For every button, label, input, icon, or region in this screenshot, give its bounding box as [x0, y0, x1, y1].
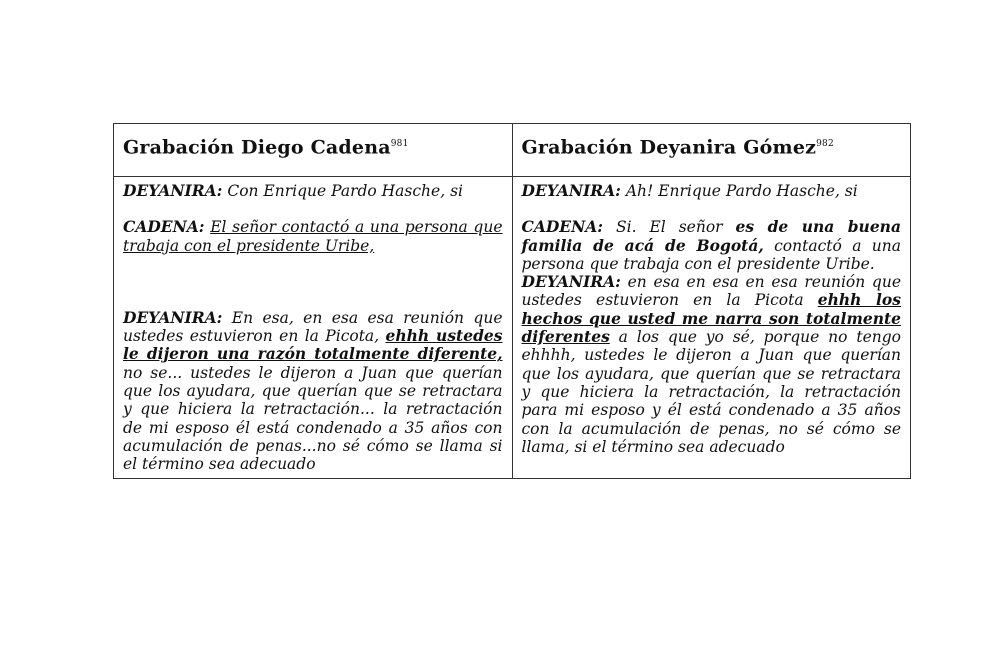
header-cell-right	[512, 124, 911, 177]
right-paragraph-3	[522, 273, 902, 456]
dialogue-text: Con Enrique Pardo Hasche, si	[222, 182, 463, 200]
dialogue-text: En esa, en esa esa reunión que ustedes estuvieron en la Picota,	[123, 308, 503, 346]
header-title-right	[522, 124, 902, 158]
bold-text: es de una buena familia de acá de Bogotá,	[521, 217, 901, 255]
speaker-label: CADENA:	[123, 217, 205, 237]
speaker-label: DEYANIRA:	[521, 272, 621, 292]
dialogue-text: Ah! Enrique Pardo Hasche, si	[620, 182, 858, 200]
header-title-left	[123, 124, 503, 158]
dialogue-text: no se... ustedes le dijeron a Juan que querían que los ayudara, que querían que se retractara y que hiciera la retractación... la retractación de mi esposo él está condenado a 35 años con acumulación de penas...no sé cómo se llama si el término sea adecuado	[123, 363, 503, 474]
dialogue-text: a los que yo sé, porque no tengo ehhhh, ustedes le dijeron a Juan que querían que los ayudara, que querían que se retractara y que hiciera la retractación, la retractación para mi esposo y él está condenado a 35 años con la acumulación de penas, no sé cómo se llama, si el término sea adecuado	[521, 328, 901, 456]
dialogue-text: contactó a una persona que trabaja con el presidente Uribe.	[521, 236, 901, 273]
speaker-label: DEYANIRA:	[123, 181, 223, 200]
bold-underlined-text: ehhh ustedes le dijeron una razón totalmente diferente,	[123, 326, 503, 364]
left-paragraph-3	[123, 309, 503, 474]
left-paragraph-1	[123, 182, 503, 200]
header-cell-left	[114, 124, 513, 177]
table-header-row	[114, 124, 911, 177]
speaker-label: CADENA:	[521, 217, 604, 237]
body-cell-left	[114, 177, 513, 479]
underlined-text: El señor contactó a una persona que trabaja con el presidente Uribe,	[123, 218, 503, 255]
bold-underlined-text: ehhh los hechos que usted me narra son totalmente diferentes	[521, 290, 901, 347]
dialogue-text: Si. El señor	[603, 218, 736, 237]
right-paragraph-1	[522, 182, 902, 200]
left-paragraph-2	[123, 218, 503, 255]
transcript-comparison-table	[113, 123, 911, 479]
dialogue-text: en esa en esa en esa reunión que ustedes estuvieron en la Picota	[521, 273, 901, 310]
footnote-ref-982: 982	[816, 139, 834, 149]
body-cell-right	[512, 177, 911, 479]
header-title-right-text: Grabación Deyanira Gómez	[521, 136, 817, 159]
footnote-ref-981: 981	[390, 139, 409, 149]
right-paragraph-2	[522, 218, 902, 273]
speaker-label: DEYANIRA:	[521, 181, 621, 200]
speaker-label: DEYANIRA:	[123, 307, 223, 327]
header-title-left-text: Grabación Diego Cadena	[123, 136, 391, 159]
table-body-row	[114, 177, 911, 479]
